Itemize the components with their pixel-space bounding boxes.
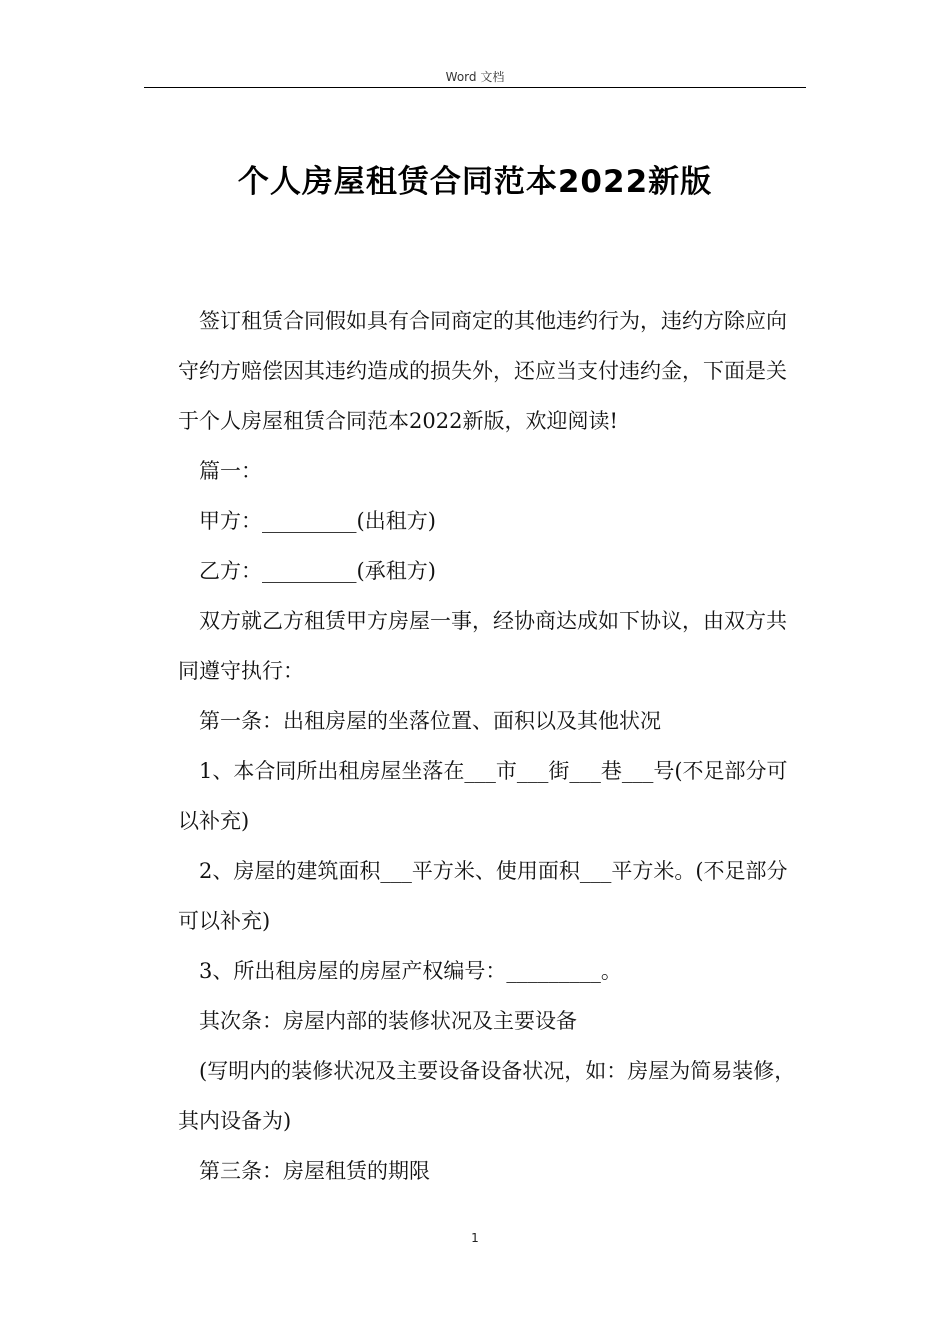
party-a-line: 甲方：_________(出租方) <box>199 509 436 533</box>
page-number: 1 <box>471 1231 479 1245</box>
page-header: Word 文档 <box>445 70 505 84</box>
party-b-line: 乙方：_________(承租方) <box>199 559 436 583</box>
section-heading-part-one: 篇一： <box>199 459 262 483</box>
document-body <box>178 296 806 1196</box>
article-one-heading: 第一条：出租房屋的坐落位置、面积以及其他状况 <box>199 709 661 733</box>
intro-paragraph: 签订租赁合同假如具有合同商定的其他违约行为，违约方除应向守约方赔偿因其违约造成的损失外，还应当支付违约金，下面是关于个人房屋租赁合同范本2022新版，欢迎阅读! <box>178 309 787 433</box>
document-title: 个人房屋租赁合同范本2022新版 <box>237 164 713 200</box>
article-two-heading: 其次条：房屋内部的装修状况及主要设备 <box>199 1009 577 1033</box>
clause-2-area: 2、房屋的建筑面积___平方米、使用面积___平方米。(不足部分可以补充) <box>178 859 788 933</box>
decoration-note: (写明内的装修状况及主要设备设备状况，如：房屋为简易装修，其内设备为) <box>178 1059 796 1133</box>
clause-3-property-number: 3、所出租房屋的房屋产权编号：_________。 <box>199 959 622 983</box>
agreement-preamble: 双方就乙方租赁甲方房屋一事，经协商达成如下协议，由双方共同遵守执行： <box>178 609 787 683</box>
header-divider <box>144 87 806 88</box>
article-three-heading: 第三条：房屋租赁的期限 <box>199 1159 430 1183</box>
clause-1-location: 1、本合同所出租房屋坐落在___市___街___巷___号(不足部分可以补充) <box>178 759 788 833</box>
